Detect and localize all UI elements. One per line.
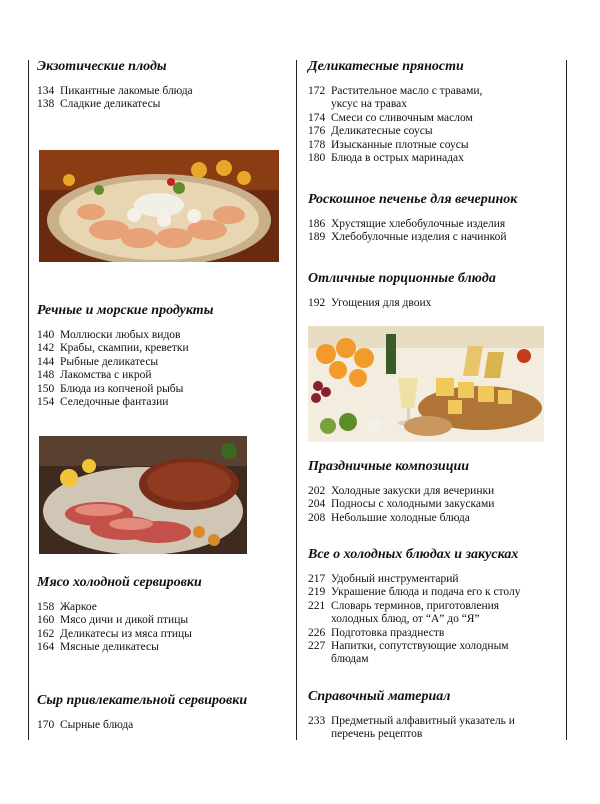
section-title: Мясо холодной сервировки	[37, 575, 202, 590]
toc-entry	[37, 85, 287, 98]
entry-title	[60, 641, 287, 654]
toc-list	[37, 329, 287, 409]
entry-title	[60, 614, 287, 627]
toc-entry	[308, 139, 563, 152]
toc-entry	[37, 641, 287, 654]
toc-entry	[37, 614, 287, 627]
section-title: Праздничные композиции	[308, 459, 470, 474]
entry-title	[331, 600, 563, 627]
entry-title-line: Хрустящие хлебобулочные изделия	[331, 218, 506, 230]
entry-title	[331, 152, 563, 165]
section-pastry	[308, 191, 563, 245]
toc-entry	[308, 498, 563, 511]
toc-entry	[37, 601, 287, 614]
toc-list	[37, 601, 287, 655]
entry-title	[60, 342, 287, 355]
section-cheese	[37, 692, 287, 732]
toc-entry	[37, 628, 287, 641]
toc-entry	[308, 125, 563, 138]
entry-title	[331, 85, 563, 112]
section-title: Отличные порционные блюда	[308, 271, 496, 286]
entry-title	[60, 719, 287, 732]
page-number: 226	[308, 626, 326, 639]
toc-entry	[37, 719, 287, 732]
entry-title-line: Блюда в острых маринадах	[331, 152, 464, 165]
section-title: Речные и морские продукты	[37, 303, 214, 318]
page-number: 208	[308, 511, 326, 524]
entry-title-line: Изысканные плотные соусы	[331, 138, 469, 151]
page-number: 186	[308, 218, 326, 230]
page-number: 158	[37, 601, 55, 613]
toc-list	[308, 218, 563, 245]
page-number: 178	[308, 138, 326, 151]
toc-entry	[37, 369, 287, 382]
entry-title	[331, 498, 563, 511]
photo-cheese-fruit	[308, 326, 544, 442]
page-number: 176	[308, 125, 326, 138]
toc-entry	[308, 297, 563, 310]
toc-entry	[308, 485, 563, 498]
entry-title	[60, 396, 287, 409]
entry-title	[60, 356, 287, 369]
page-number: 233	[308, 715, 326, 727]
toc-entry	[37, 396, 287, 409]
entry-title	[331, 586, 563, 599]
entry-title-line: Мясные деликатесы	[60, 641, 159, 654]
page-number: 150	[37, 382, 55, 395]
entry-title	[331, 512, 563, 525]
toc-entry	[308, 627, 563, 640]
entry-title	[60, 329, 287, 342]
toc-entry	[37, 342, 287, 355]
entry-title	[331, 231, 563, 244]
section-title: Все о холодных блюдах и закусках	[308, 547, 519, 562]
page-number: 144	[37, 355, 55, 368]
page-number: 172	[308, 85, 326, 97]
toc-list	[37, 85, 287, 112]
entry-title-line: Удобный инструментарий	[331, 573, 459, 585]
toc-entry	[308, 85, 563, 112]
entry-title	[331, 573, 563, 586]
entry-title-line: Жаркое	[60, 601, 97, 613]
entry-title-line: Угощения для двоих	[331, 297, 432, 309]
entry-title-line: Словарь терминов, приготовления	[331, 599, 500, 612]
entry-title	[60, 369, 287, 382]
section-reference	[308, 688, 563, 742]
page-number: 180	[308, 152, 326, 165]
page-number: 154	[37, 396, 55, 409]
toc-entry	[308, 573, 563, 586]
toc-entry	[308, 600, 563, 627]
toc-entry	[308, 218, 563, 231]
section-title: Сыр привлекательной сервировки	[37, 693, 248, 708]
entry-title-line: Блюда из копченой рыбы	[60, 382, 184, 395]
entry-title-line: Лакомства с икрой	[60, 369, 152, 382]
page-number: 164	[37, 641, 55, 654]
toc-list	[308, 715, 563, 742]
page-number: 202	[308, 485, 326, 497]
toc-entry	[37, 383, 287, 396]
toc-entry	[308, 715, 563, 742]
entry-title-line: Холодные закуски для вечеринки	[331, 485, 495, 497]
entry-title	[331, 485, 563, 498]
entry-title-line: Пикантные лакомые блюда	[60, 85, 193, 97]
page-number: 219	[308, 586, 326, 599]
toc-entry	[308, 586, 563, 599]
entry-title-line: Подносы с холодными закусками	[331, 498, 495, 511]
toc-list	[308, 485, 563, 525]
page-number: 138	[37, 98, 55, 111]
entry-title-line: Небольшие холодные блюда	[331, 511, 470, 524]
entry-title	[331, 112, 563, 125]
page-number: 174	[308, 111, 326, 124]
entry-title	[60, 383, 287, 396]
entry-title	[331, 640, 563, 667]
toc-list	[308, 85, 563, 165]
photo-fish-platter	[39, 150, 279, 262]
entry-title	[331, 139, 563, 152]
entry-title	[331, 627, 563, 640]
entry-title-line: Сырные блюда	[60, 719, 134, 731]
page-number: 221	[308, 599, 326, 612]
section-title: Справочный материал	[308, 689, 451, 704]
toc-list	[308, 297, 563, 310]
entry-title-line: Рыбные деликатесы	[60, 355, 159, 368]
photo-roast-meat	[39, 436, 247, 554]
toc-list	[308, 573, 563, 667]
page-number: 170	[37, 719, 55, 731]
toc-entry	[308, 152, 563, 165]
toc-entry	[308, 231, 563, 244]
entry-title-line: Смеси со сливочным маслом	[331, 111, 473, 124]
entry-title-line: Предметный алфавитный указатель и	[331, 715, 515, 727]
section-title: Деликатесные пряности	[308, 59, 464, 74]
entry-title-line: Сладкие деликатесы	[60, 98, 161, 111]
toc-entry	[37, 98, 287, 111]
section-cold-meat	[37, 574, 287, 655]
entry-title	[60, 628, 287, 641]
section-cold-dishes	[308, 546, 563, 667]
left-column-rule	[28, 60, 29, 740]
toc-entry	[308, 512, 563, 525]
entry-title-line: Деликатесы из мяса птицы	[60, 627, 192, 640]
page-number: 140	[37, 329, 55, 341]
section-exotic-fruits	[37, 58, 287, 112]
page-number: 142	[37, 342, 55, 355]
entry-title-line: Крабы, скампии, креветки	[60, 342, 189, 355]
page-number: 217	[308, 573, 326, 585]
toc-entry	[37, 356, 287, 369]
section-seafood	[37, 302, 287, 409]
entry-title-line: перечень рецептов	[331, 728, 423, 741]
entry-title-line: Мясо дичи и дикой птицы	[60, 614, 189, 627]
toc-entry	[37, 329, 287, 342]
entry-title	[331, 715, 563, 742]
page-number: 160	[37, 614, 55, 627]
section-portion	[308, 270, 563, 310]
entry-title-line: Украшение блюда и подача его к столу	[331, 586, 521, 599]
entry-title-line: Моллюски любых видов	[60, 329, 181, 341]
entry-title	[331, 297, 563, 310]
page-number: 204	[308, 498, 326, 511]
entry-title	[60, 98, 287, 111]
toc-entry	[308, 640, 563, 667]
section-festive	[308, 458, 563, 525]
page-number: 227	[308, 640, 326, 653]
entry-title-line: Деликатесные соусы	[331, 125, 433, 138]
right-column-rule	[566, 60, 567, 740]
page-number: 192	[308, 297, 326, 309]
entry-title	[331, 218, 563, 231]
entry-title-line: Подготовка празднеств	[331, 626, 445, 639]
entry-title-line: Растительное масло с травами,	[331, 85, 483, 97]
entry-title-line: Селедочные фантазии	[60, 396, 169, 409]
entry-title-line: Хлебобулочные изделия с начинкой	[331, 231, 507, 244]
page-number: 189	[308, 231, 326, 244]
toc-list	[37, 719, 287, 732]
entry-title-line: холодных блюд, от “А” до “Я”	[331, 613, 480, 626]
entry-title	[60, 601, 287, 614]
entry-title	[331, 125, 563, 138]
entry-title-line: блюдам	[331, 653, 369, 666]
center-column-rule	[296, 60, 297, 740]
entry-title-line: уксус на травах	[331, 98, 408, 111]
entry-title-line: Напитки, сопутствующие холодным	[331, 640, 509, 653]
page-number: 148	[37, 369, 55, 382]
section-spices	[308, 58, 563, 165]
page-number: 134	[37, 85, 55, 97]
entry-title	[60, 85, 287, 98]
page-number: 162	[37, 627, 55, 640]
section-title: Экзотические плоды	[37, 59, 167, 74]
section-title: Роскошное печенье для вечеринок	[308, 192, 518, 207]
toc-entry	[308, 112, 563, 125]
